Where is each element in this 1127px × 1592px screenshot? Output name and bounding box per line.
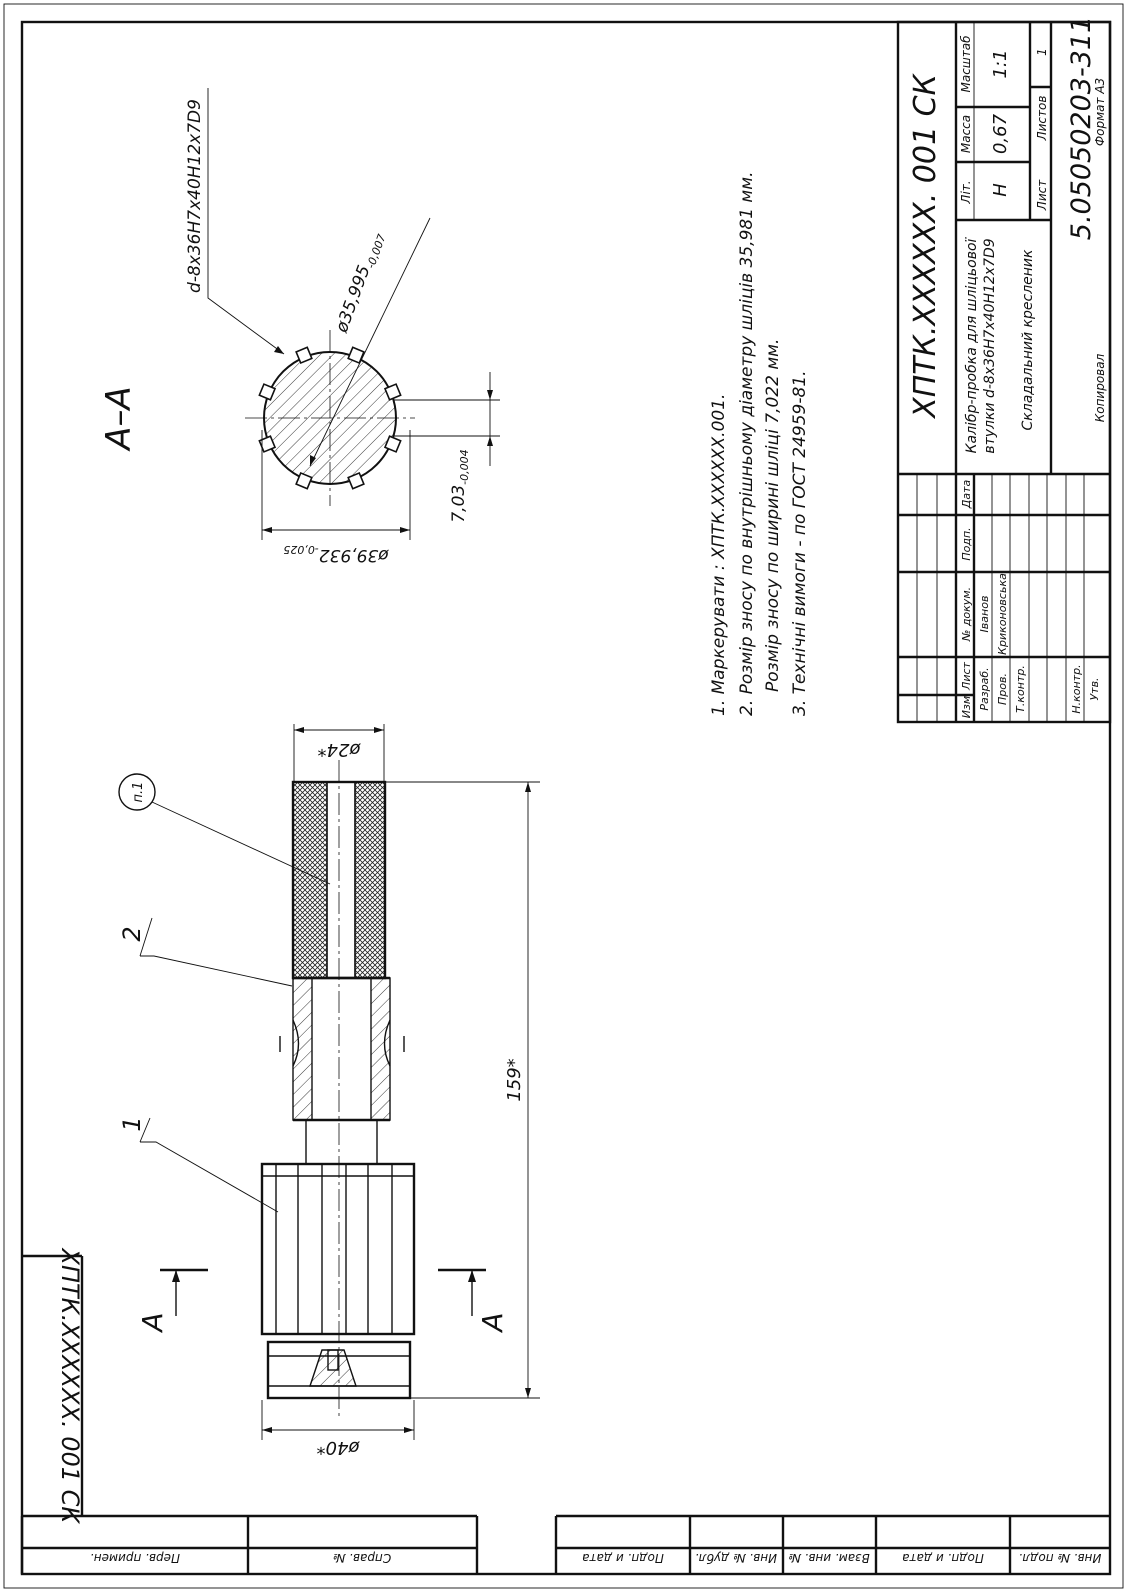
- leader-label-2: 2: [118, 926, 146, 942]
- margin-label-inv-dubl: Инв. № дубл.: [694, 1551, 778, 1565]
- stamp-role-tkontr: Т.контр.: [1014, 665, 1027, 713]
- stamp-header-podp: Подп.: [960, 527, 973, 561]
- margin-label-podp-data-1: Подп. и дата: [582, 1551, 664, 1565]
- copied-label: Копировал: [1093, 353, 1107, 423]
- sheets-value: 1: [1035, 48, 1049, 56]
- outer-diameter-dim: $ø39,932_{-0,025}$: [283, 543, 389, 565]
- stamp-role-razrab: Разраб.: [978, 667, 991, 711]
- margin-label-inv-podl: Инв. № подл.: [1018, 1551, 1102, 1565]
- stamp-name-prov: Криконовська: [996, 573, 1009, 655]
- stamp-header-dokum: № докум.: [960, 586, 973, 642]
- margin-label-perv-primen: Перв. примен.: [89, 1551, 181, 1565]
- format-label: Формат А3: [1093, 77, 1107, 147]
- designation-main: ХПТК.ХХХХХХ. 001 СК: [908, 74, 943, 418]
- spline-callout: d-8х36Н7х40Н12х7D9: [185, 99, 205, 293]
- note-1: 1. Маркерувати : ХПТК.ХХХХХХ.001.: [709, 393, 729, 716]
- note-ref-label: п.1: [131, 781, 146, 803]
- stamp-header-izm: Изм: [960, 695, 973, 719]
- note-2b: Розмір зносу по ширині шліці 7,022 мм.: [763, 338, 783, 692]
- scale-label: Масштаб: [959, 35, 973, 93]
- dim-length: 159*: [504, 1058, 525, 1102]
- product-title-2: втулки d-8х36Н7х40Н12х7D9: [982, 238, 998, 454]
- spline-teeth: [262, 1164, 414, 1334]
- note-3: 3. Технічні вимоги - по ГОСТ 24959-81.: [790, 370, 810, 716]
- stamp-role-utv: Утв.: [1088, 677, 1101, 701]
- spline-width-dim: $7,03_{-0,004}$: [449, 449, 471, 523]
- stamp-name-razrab: Іванов: [978, 595, 991, 633]
- note-2: 2. Розмір зносу по внутрішньому діаметру шліців 35,981 мм.: [737, 171, 757, 716]
- doc-type: Складальний кресленик: [1020, 249, 1036, 431]
- dim-d24: ø24*: [317, 739, 361, 760]
- stamp-role-nkontr: Н.контр.: [1070, 664, 1083, 714]
- margin-grid: [22, 1256, 1110, 1574]
- stamp-header-list: Лист: [960, 662, 973, 690]
- margin-label-vzam-inv: Взам. инв. №: [788, 1551, 870, 1565]
- margin-label-sprav: Справ. №: [332, 1551, 392, 1565]
- mass-value: 0,67: [990, 113, 1011, 155]
- section-label: А–А: [99, 386, 139, 450]
- dim-d40: ø40*: [316, 1437, 360, 1458]
- cut-letter-right: А: [476, 1312, 509, 1332]
- designation-stub: ХПТК.ХХХХХХ. 001 СК: [56, 1248, 84, 1524]
- main-view-dims: [119, 724, 540, 1440]
- lit-label: Літ.: [959, 180, 973, 204]
- scale-value: 1:1: [990, 49, 1011, 79]
- stamp-role-prov: Пров.: [996, 673, 1009, 705]
- spline-section: [245, 330, 415, 506]
- lit-value: Н: [990, 183, 1011, 197]
- gauge-main-view: [262, 760, 414, 1420]
- sheets-label: Листов: [1035, 95, 1049, 141]
- inner-diameter-dim: $ø35,995_{-0,007}$: [331, 232, 389, 336]
- cut-letter-left: А: [136, 1312, 169, 1332]
- margin-label-podp-data-2: Подп. и дата: [902, 1551, 984, 1565]
- org-code: 5.05050203-311: [1066, 15, 1097, 241]
- mass-label: Масса: [959, 114, 973, 154]
- leader-label-1: 1: [118, 1116, 146, 1132]
- stamp-header-data: Дата: [960, 479, 973, 509]
- product-title-1: Калібр-пробка для шліцьової: [964, 238, 980, 454]
- sheet-label: Лист: [1035, 179, 1049, 211]
